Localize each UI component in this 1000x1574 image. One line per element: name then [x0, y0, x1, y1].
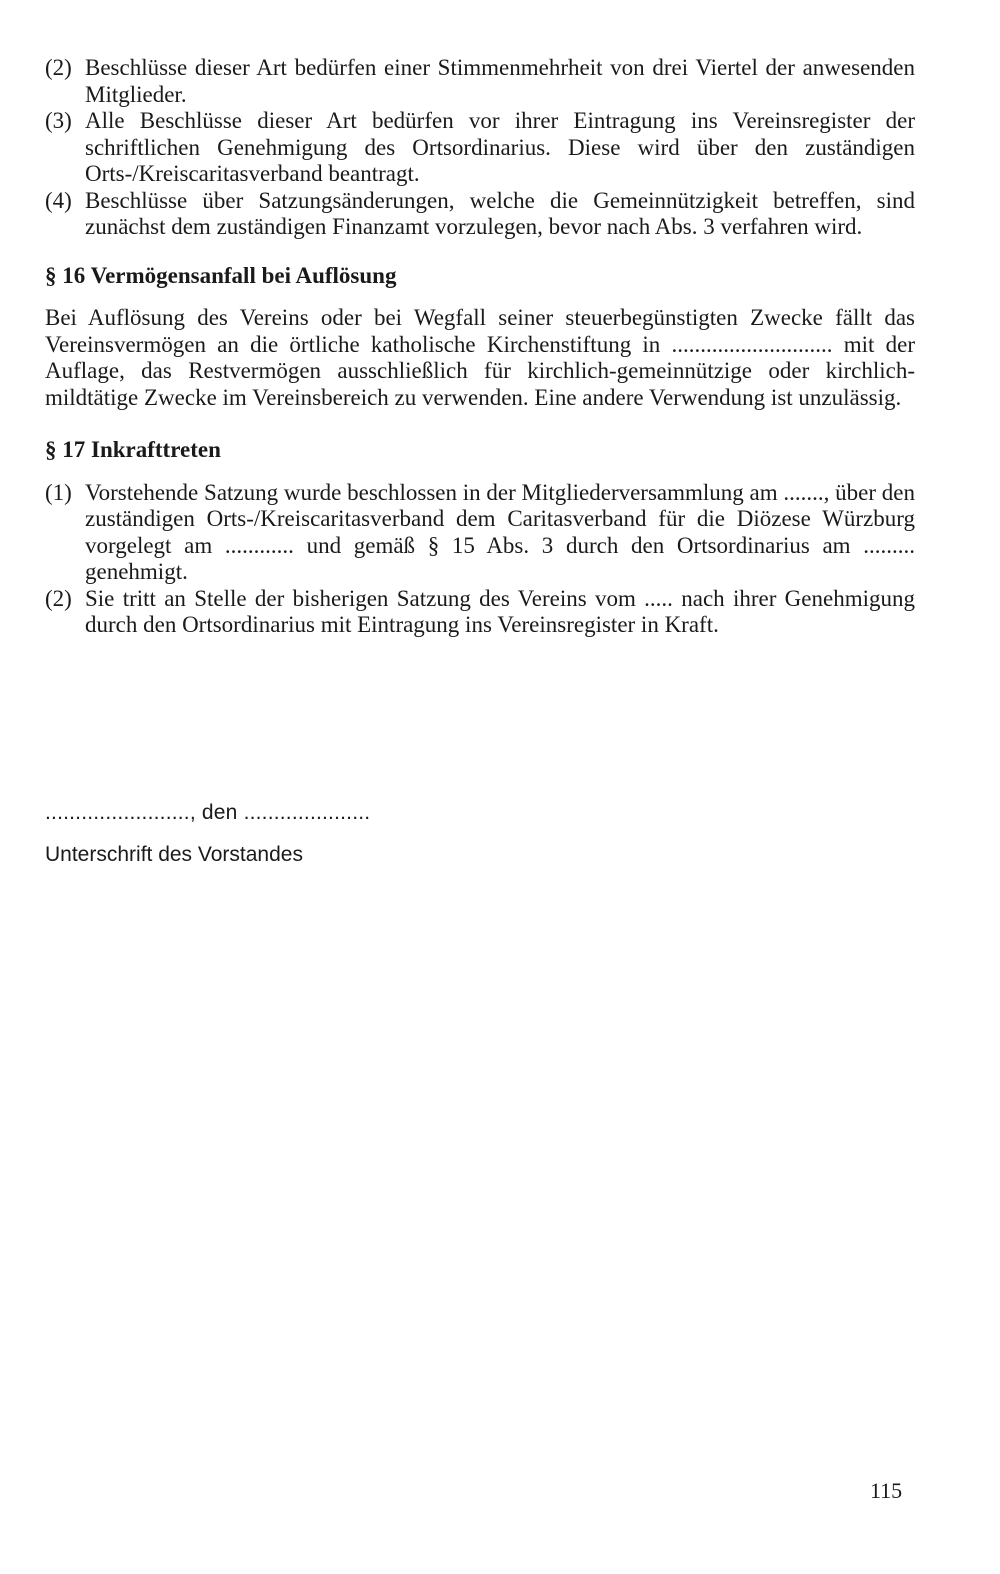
- item-text: Vorstehende Satzung wurde beschlossen in der Mitgliederversammlung am ......., über den zuständigen Orts-/Kreiscaritasverband dem Caritasverband für die Diözese Würzburg vorgelegt am ............ und gemäß § 15 Abs. 3 durch den Ortsordinarius am ......... genehmigt.: [85, 479, 915, 584]
- list-item: [45, 108, 915, 188]
- section-16-paragraph: Bei Auflösung des Vereins oder bei Wegfall seiner steuerbegünstigten Zwecke fällt das Vereinsvermögen an die örtliche katholische Kirchenstiftung in ............................ mit der Auflage, das Restvermögen ausschließlich für kirchlich-gemeinnützige oder kirchlich-mildtätige Zwecke im Vereinsbereich zu verwenden. Eine andere Verwendung ist unzulässig.: [45, 305, 915, 410]
- list-item: [45, 188, 915, 241]
- section-16-heading: § 16 Vermögensanfall bei Auflösung: [45, 262, 397, 288]
- list-item: [45, 586, 915, 639]
- place-date-line: ........................, den .....................: [45, 801, 371, 824]
- item-number: (1): [45, 479, 72, 505]
- item-text: Beschlüsse dieser Art bedürfen einer Stimmenmehrheit von drei Viertel der anwesenden Mitglieder.: [85, 55, 915, 107]
- item-number: (2): [45, 585, 72, 611]
- item-text: Beschlüsse über Satzungsänderungen, welche die Gemeinnützigkeit betreffen, sind zunächst dem zuständigen Finanzamt vorzulegen, bevor nach Abs. 3 verfahren wird.: [85, 187, 915, 239]
- page-number: 115: [870, 1478, 903, 1503]
- signature-label: Unterschrift des Vorstandes: [45, 843, 303, 866]
- list-item: [45, 480, 915, 586]
- item-number: (2): [45, 55, 72, 80]
- section-17-heading: § 17 Inkrafttreten: [45, 437, 221, 462]
- item-text: Sie tritt an Stelle der bisherigen Satzung des Vereins vom ..... nach ihrer Genehmigung durch den Ortsordinarius mit Eintragung ins Vereinsregister in Kraft.: [85, 585, 915, 637]
- signature-block: [45, 800, 915, 868]
- item-number: (4): [45, 187, 72, 213]
- document-body: [45, 55, 915, 639]
- item-number: (3): [45, 108, 72, 133]
- item-text: Alle Beschlüsse dieser Art bedürfen vor ihrer Eintragung ins Vereinsregister der schriftlichen Genehmigung des Ortsordinarius. Diese wird über den zuständigen Orts-/Kreiscaritasverband beantragt.: [85, 108, 915, 186]
- list-item: [45, 55, 915, 108]
